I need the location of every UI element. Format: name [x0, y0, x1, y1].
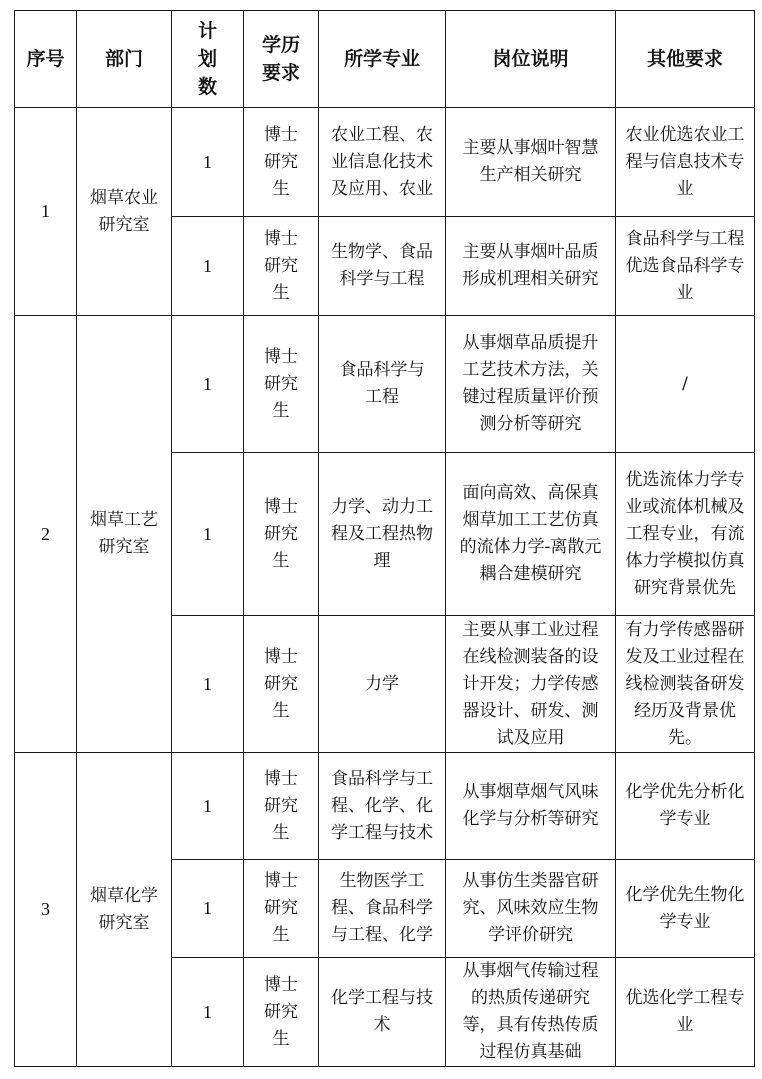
table-row [15, 753, 755, 860]
row-desc: 面向高效、高保真烟草加工工艺仿真的流体力学-离散元耦合建模研究 [446, 453, 616, 616]
header-major: 所学专业 [319, 11, 446, 108]
header-edu: 学历要求 [244, 11, 319, 108]
row-major: 农业工程、农业信息化技术及应用、农业 [319, 108, 446, 217]
row-desc: 从事仿生类器官研究、风味效应生物学评价研究 [446, 860, 616, 958]
group-seq: 1 [15, 108, 77, 316]
header-desc: 岗位说明 [446, 11, 616, 108]
row-edu: 博士研究生 [244, 108, 319, 217]
row-other: 优选流体力学专业或流体机械及工程专业，有流体力学模拟仿真研究背景优先 [616, 453, 755, 616]
row-major: 化学工程与技术 [319, 958, 446, 1067]
row-num: 1 [172, 453, 244, 616]
header-row [15, 11, 755, 108]
group-dept: 烟草工艺研究室 [77, 316, 172, 753]
row-other: 农业优选农业工程与信息技术专业 [616, 108, 755, 217]
recruitment-table [14, 10, 755, 1067]
row-num: 1 [172, 616, 244, 753]
header-seq: 序号 [15, 11, 77, 108]
group-seq: 2 [15, 316, 77, 753]
group-dept: 烟草农业研究室 [77, 108, 172, 316]
row-edu: 博士研究生 [244, 860, 319, 958]
row-major: 力学 [319, 616, 446, 753]
row-other: 有力学传感器研发及工业过程在线检测装备研发经历及背景优先。 [616, 616, 755, 753]
row-edu: 博士研究生 [244, 958, 319, 1067]
row-desc: 主要从事烟叶智慧生产相关研究 [446, 108, 616, 217]
table-row [15, 316, 755, 453]
row-desc: 从事烟草烟气风味化学与分析等研究 [446, 753, 616, 860]
row-num: 1 [172, 753, 244, 860]
row-edu: 博士研究生 [244, 616, 319, 753]
row-major: 食品科学与工程 [319, 316, 446, 453]
row-num: 1 [172, 958, 244, 1067]
header-num: 计划数 [172, 11, 244, 108]
row-other: 化学优先分析化学专业 [616, 753, 755, 860]
row-desc: 主要从事烟叶品质形成机理相关研究 [446, 217, 616, 316]
row-num: 1 [172, 217, 244, 316]
row-major: 生物学、食品科学与工程 [319, 217, 446, 316]
row-major: 生物医学工程、食品科学与工程、化学 [319, 860, 446, 958]
header-other: 其他要求 [616, 11, 755, 108]
row-major: 力学、动力工程及工程热物理 [319, 453, 446, 616]
row-desc: 从事烟草品质提升工艺技术方法，关键过程质量评价预测分析等研究 [446, 316, 616, 453]
row-other: / [616, 316, 755, 453]
row-edu: 博士研究生 [244, 217, 319, 316]
group-dept: 烟草化学研究室 [77, 753, 172, 1067]
row-num: 1 [172, 860, 244, 958]
row-desc: 从事烟气传输过程的热质传递研究等，具有传热传质过程仿真基础 [446, 958, 616, 1067]
row-num: 1 [172, 316, 244, 453]
table-row [15, 108, 755, 217]
row-num: 1 [172, 108, 244, 217]
row-major: 食品科学与工程、化学、化学工程与技术 [319, 753, 446, 860]
row-edu: 博士研究生 [244, 453, 319, 616]
row-edu: 博士研究生 [244, 316, 319, 453]
row-other: 食品科学与工程优选食品科学专业 [616, 217, 755, 316]
header-dept: 部门 [77, 11, 172, 108]
row-other: 化学优先生物化学专业 [616, 860, 755, 958]
row-desc: 主要从事工业过程在线检测装备的设计开发；力学传感器设计、研发、测试及应用 [446, 616, 616, 753]
row-edu: 博士研究生 [244, 753, 319, 860]
group-seq: 3 [15, 753, 77, 1067]
row-other: 优选化学工程专业 [616, 958, 755, 1067]
